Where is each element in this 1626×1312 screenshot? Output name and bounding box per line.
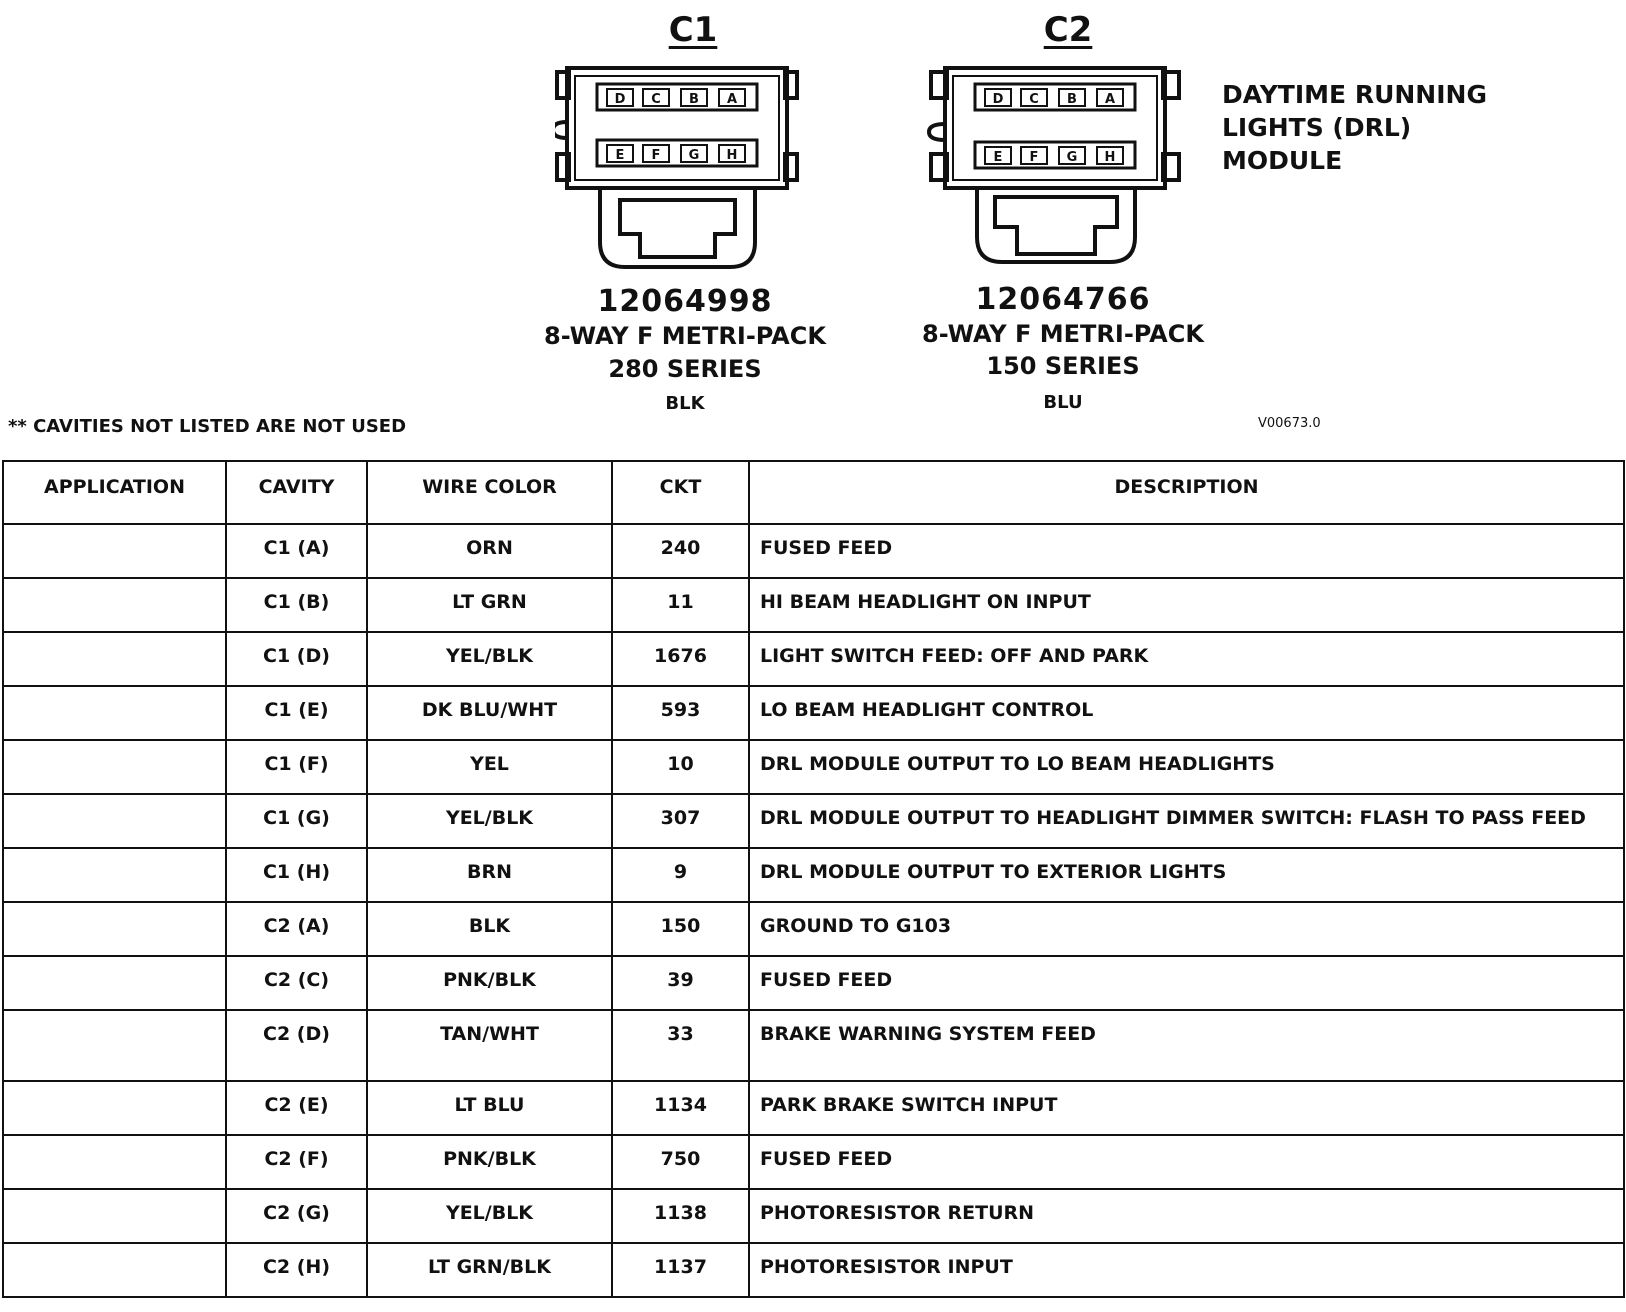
cell-wire-color: LT GRN [367, 578, 612, 632]
c2-pin-label: E [993, 150, 1003, 165]
cell-ckt: 1134 [612, 1081, 749, 1135]
module-label [1222, 78, 1487, 177]
cell-cavity: C1 (E) [226, 686, 367, 740]
cell-application [3, 524, 226, 578]
cell-description: DRL MODULE OUTPUT TO EXTERIOR LIGHTS [749, 848, 1624, 902]
cell-ckt: 9 [612, 848, 749, 902]
cell-wire-color: YEL/BLK [367, 632, 612, 686]
c2-part-number: 12064766 [975, 282, 1151, 317]
c2-pin-label: G [1066, 150, 1078, 165]
cell-cavity: C2 (A) [226, 902, 367, 956]
cell-application [3, 632, 226, 686]
cell-cavity: C1 (D) [226, 632, 367, 686]
table-row [3, 1189, 1624, 1243]
col-header-description: DESCRIPTION [749, 461, 1624, 524]
c1-pin-label: B [689, 92, 699, 107]
cell-ckt: 150 [612, 902, 749, 956]
cell-description: LO BEAM HEADLIGHT CONTROL [749, 686, 1624, 740]
table-row [3, 524, 1624, 578]
cell-description: GROUND TO G103 [749, 902, 1624, 956]
cell-cavity: C1 (G) [226, 794, 367, 848]
cell-wire-color: PNK/BLK [367, 956, 612, 1010]
c2-color: BLU [1043, 392, 1083, 413]
c2-connector-type: 8-WAY F METRI-PACK [922, 320, 1204, 348]
c1-part-number: 12064998 [597, 284, 773, 319]
cell-ckt: 39 [612, 956, 749, 1010]
cell-wire-color: ORN [367, 524, 612, 578]
table-row [3, 578, 1624, 632]
table-row [3, 848, 1624, 902]
cell-wire-color: LT BLU [367, 1081, 612, 1135]
cell-cavity: C2 (H) [226, 1243, 367, 1297]
cell-application [3, 1243, 226, 1297]
cell-description: BRAKE WARNING SYSTEM FEED [749, 1010, 1624, 1081]
cell-ckt: 240 [612, 524, 749, 578]
col-header-ckt: CKT [612, 461, 749, 524]
c1-pin-label: G [688, 148, 700, 163]
col-header-wire-color: WIRE COLOR [367, 461, 612, 524]
connector-c1-diagram [555, 62, 815, 277]
c1-pin-label: E [615, 148, 625, 163]
cell-wire-color: YEL/BLK [367, 794, 612, 848]
cell-wire-color: LT GRN/BLK [367, 1243, 612, 1297]
cell-wire-color: TAN/WHT [367, 1010, 612, 1081]
cell-cavity: C2 (D) [226, 1010, 367, 1081]
cell-ckt: 1137 [612, 1243, 749, 1297]
cell-application [3, 1189, 226, 1243]
table-row [3, 1135, 1624, 1189]
module-label-line: DAYTIME RUNNING [1222, 80, 1487, 109]
cell-description: PARK BRAKE SWITCH INPUT [749, 1081, 1624, 1135]
cell-description: PHOTORESISTOR RETURN [749, 1189, 1624, 1243]
cell-ckt: 593 [612, 686, 749, 740]
cell-description: HI BEAM HEADLIGHT ON INPUT [749, 578, 1624, 632]
cell-description: FUSED FEED [749, 1135, 1624, 1189]
cell-ckt: 10 [612, 740, 749, 794]
cell-application [3, 1135, 226, 1189]
cell-cavity: C1 (A) [226, 524, 367, 578]
cell-cavity: C2 (F) [226, 1135, 367, 1189]
connector-c2-diagram [925, 62, 1195, 277]
cell-description: DRL MODULE OUTPUT TO HEADLIGHT DIMMER SWITCH: FLASH TO PASS FEED [749, 794, 1624, 848]
table-row [3, 956, 1624, 1010]
cell-application [3, 686, 226, 740]
cell-ckt: 750 [612, 1135, 749, 1189]
cell-wire-color: DK BLU/WHT [367, 686, 612, 740]
connector-c1-title: C1 [668, 10, 718, 50]
pinout-table [2, 460, 1625, 1298]
cell-description: LIGHT SWITCH FEED: OFF AND PARK [749, 632, 1624, 686]
c1-pin-label: A [726, 92, 738, 107]
cell-cavity: C2 (G) [226, 1189, 367, 1243]
cell-application [3, 902, 226, 956]
col-header-cavity: CAVITY [226, 461, 367, 524]
c2-series: 150 SERIES [986, 352, 1140, 380]
table-row [3, 1243, 1624, 1297]
cell-wire-color: BLK [367, 902, 612, 956]
cell-cavity: C1 (H) [226, 848, 367, 902]
c2-pin-label: F [1029, 150, 1039, 165]
cell-wire-color: BRN [367, 848, 612, 902]
cell-cavity: C1 (F) [226, 740, 367, 794]
table-header-row [3, 461, 1624, 524]
cell-ckt: 11 [612, 578, 749, 632]
c1-pin-label: C [651, 92, 661, 107]
table-row [3, 1081, 1624, 1135]
cell-ckt: 307 [612, 794, 749, 848]
cell-description: DRL MODULE OUTPUT TO LO BEAM HEADLIGHTS [749, 740, 1624, 794]
c2-pin-label: H [1104, 150, 1116, 165]
cell-application [3, 740, 226, 794]
cell-wire-color: YEL [367, 740, 612, 794]
cell-cavity: C2 (C) [226, 956, 367, 1010]
c2-pin-label: B [1067, 92, 1077, 107]
cavities-note: ** CAVITIES NOT LISTED ARE NOT USED [8, 416, 407, 437]
cell-wire-color: YEL/BLK [367, 1189, 612, 1243]
cell-application [3, 956, 226, 1010]
c2-pin-label: A [1104, 92, 1116, 107]
cell-description: PHOTORESISTOR INPUT [749, 1243, 1624, 1297]
c1-pin-label: H [726, 148, 738, 163]
cell-ckt: 1676 [612, 632, 749, 686]
cell-application [3, 848, 226, 902]
cell-application [3, 1010, 226, 1081]
c2-pin-label: D [992, 92, 1004, 107]
cell-application [3, 578, 226, 632]
cell-description: FUSED FEED [749, 956, 1624, 1010]
c1-pin-label: F [651, 148, 661, 163]
c1-series: 280 SERIES [608, 355, 762, 383]
c1-color: BLK [665, 393, 705, 414]
connector-c2-title: C2 [1043, 10, 1093, 50]
cell-cavity: C2 (E) [226, 1081, 367, 1135]
cell-wire-color: PNK/BLK [367, 1135, 612, 1189]
module-label-line: LIGHTS (DRL) [1222, 113, 1412, 142]
table-row [3, 686, 1624, 740]
table-row [3, 1010, 1624, 1081]
cell-application [3, 1081, 226, 1135]
cell-cavity: C1 (B) [226, 578, 367, 632]
figure-reference: V00673.0 [1258, 416, 1321, 431]
cell-ckt: 33 [612, 1010, 749, 1081]
table-row [3, 632, 1624, 686]
table-row [3, 740, 1624, 794]
c1-pin-label: D [614, 92, 626, 107]
cell-description: FUSED FEED [749, 524, 1624, 578]
cell-ckt: 1138 [612, 1189, 749, 1243]
c1-connector-type: 8-WAY F METRI-PACK [544, 322, 826, 350]
table-row [3, 902, 1624, 956]
cell-application [3, 794, 226, 848]
c2-pin-label: C [1029, 92, 1039, 107]
col-header-application: APPLICATION [3, 461, 226, 524]
table-row [3, 794, 1624, 848]
module-label-line: MODULE [1222, 146, 1343, 175]
